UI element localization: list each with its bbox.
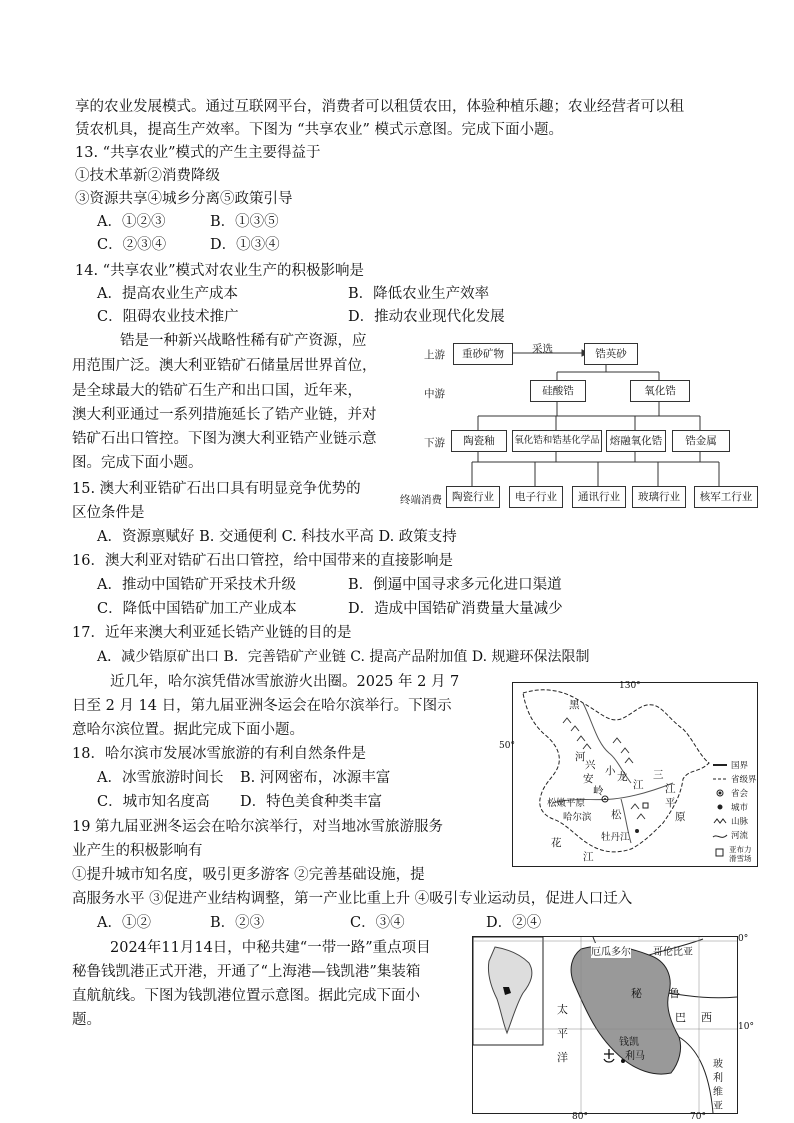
map1-songnen: 松嫩平原 <box>547 798 586 809</box>
q17-stem: 17．近年来澳大利亚延长锆产业链的目的是 <box>72 625 352 641</box>
map2-ecuador: 厄瓜多尔 <box>591 943 631 958</box>
zr-passage-6: 图。完成下面小题。 <box>72 455 203 471</box>
zr-passage-3: 是全球最大的锆矿石生产和出口国，近年来， <box>72 383 362 399</box>
map1-ling: 岭 <box>593 785 604 797</box>
peru-passage-2: 秘鲁钱凯港正式开港，开通了“上海港—钱凯港”集装箱 <box>72 964 421 980</box>
map2-lat0: 0° <box>738 934 749 944</box>
q16-option-d: D．造成中国锆矿消费量大量减少 <box>348 601 563 617</box>
intro-line-2: 赁农机具，提高生产效率。下图为 “共享农业” 模式示意图。完成下面小题。 <box>75 122 564 138</box>
map2-colombia: 哥伦比亚 <box>653 947 693 958</box>
node-zircon-silicate: 硅酸锆 <box>530 380 586 402</box>
legend-river: 河流 <box>731 831 749 841</box>
map2-brazil-1: 巴 <box>675 1011 686 1024</box>
q16-option-c: C．降低中国锆矿加工产业成本 <box>97 601 297 617</box>
q13-option-d: D．①③④ <box>210 237 280 253</box>
q13-items-2: ③资源共享④城乡分离⑤政策引导 <box>75 191 293 207</box>
hrb-passage-1: 近几年，哈尔滨凭借冰雪旅游火出圈。2025 年 2 月 7 <box>110 674 460 690</box>
map2-lat10: 10° <box>738 1022 754 1032</box>
map2-peru-1: 秘 <box>631 987 642 1000</box>
q19-option-c: C．③④ <box>350 915 405 931</box>
map1-hei: 黑 <box>569 699 580 711</box>
q15-stem-2: 区位条件是 <box>72 505 145 521</box>
peru-passage-3: 直航航线。下图为钱凯港位置示意图。据此完成下面小 <box>72 988 420 1004</box>
q18-option-b: B. 河网密布，冰源丰富 <box>240 770 391 786</box>
map2-bolivia-2: 利 <box>713 1073 723 1084</box>
map2-pacific-1: 太 <box>557 1003 568 1016</box>
peru-passage-1: 2024年11月14日，中秘共建“一带一路”重点项目 <box>110 940 431 956</box>
q16-option-a: A．推动中国锆矿开采技术升级 <box>97 577 296 593</box>
q19-stem-2: 业产生的积极影响有 <box>72 843 203 859</box>
peru-passage-4: 题。 <box>72 1012 101 1028</box>
map2-peru-2: 鲁 <box>669 987 680 1000</box>
map1-xiao: 小 <box>605 765 616 777</box>
map2-lima: 利马 <box>625 1051 645 1062</box>
q18-option-d: D．特色美食种类丰富 <box>240 794 383 810</box>
map1-yuan: 原 <box>675 811 686 823</box>
legend-province-border: 省级界 <box>731 775 757 785</box>
node-zirconia-chemicals: 氧化锆和锆基化学品 <box>512 430 602 452</box>
node-electronics-industry: 电子行业 <box>509 486 563 508</box>
q13-stem: 13. “共享农业”模式的产生主要得益于 <box>75 145 321 161</box>
level-downstream: 下游 <box>424 437 445 449</box>
legend-border: 国界 <box>731 761 749 771</box>
q16-stem: 16．澳大利亚对锆矿石出口管控，给中国带来的直接影响是 <box>72 553 453 569</box>
map1-an: 安 <box>583 773 594 785</box>
map2-pacific-2: 平 <box>557 1027 568 1040</box>
q19-stem-1: 19 第九届亚洲冬运会在哈尔滨举行，对当地冰雪旅游服务 <box>72 819 444 835</box>
level-consumer: 终端消费 <box>400 494 442 506</box>
map1-mudanjiang: 牡丹江 <box>601 832 630 843</box>
q14-option-d: D．推动农业现代化发展 <box>348 309 505 325</box>
map1-jiang: 江 <box>633 779 644 791</box>
map2-lon80: 80° <box>572 1112 588 1122</box>
map1-jiang2: 江 <box>583 851 594 863</box>
q13-option-c: C．②③④ <box>97 237 167 253</box>
map2-bolivia-3: 维 <box>713 1087 723 1098</box>
select-label: 采选 <box>532 343 553 355</box>
legend-mountain: 山脉 <box>731 817 749 827</box>
zr-passage-1: 锆是一种新兴战略性稀有矿产资源，应 <box>120 333 367 349</box>
zr-passage-2: 用范围广泛。澳大利亚锆矿石储量居世界首位， <box>72 358 377 374</box>
level-midstream: 中游 <box>424 388 445 400</box>
map1-lon130: 130° <box>619 681 641 691</box>
node-ceramic-glaze: 陶瓷釉 <box>451 430 507 452</box>
peru-map-graphic <box>473 937 737 1113</box>
legend-capital: 省会 <box>731 789 749 799</box>
q18-option-a: A．冰雪旅游时间长 <box>97 770 224 786</box>
peru-map <box>472 936 738 1114</box>
harbin-map-graphic <box>513 683 757 866</box>
map1-jiang3: 江 <box>665 783 676 795</box>
hrb-passage-2: 日至 2 月 14 日，第九届亚洲冬运会在哈尔滨举行。下图示 <box>72 698 452 714</box>
map2-lon70: 70° <box>690 1112 706 1122</box>
intro-line-1: 享的农业发展模式。通过互联网平台，消费者可以租赁农田，体验种植乐趣；农业经营者可以租 <box>75 99 684 115</box>
q14-option-b: B．降低农业生产效率 <box>348 286 490 302</box>
q19-option-d: D．②④ <box>486 915 542 931</box>
q13-items-1: ①技术革新②消费降级 <box>75 168 220 184</box>
q19-option-b: B．②③ <box>210 915 265 931</box>
map1-long: 龙 <box>617 771 628 783</box>
map1-lat50: 50° <box>499 741 515 751</box>
q19-item-2: 高服务水平 ③促进产业结构调整，第一产业比重上升 ④吸引专业运动员，促进人口迁入 <box>72 891 633 907</box>
map2-bolivia-1: 玻 <box>713 1059 723 1070</box>
q14-option-a: A．提高农业生产成本 <box>97 286 238 302</box>
node-fused-zirconia: 熔融氧化锆 <box>606 430 666 452</box>
map2-chancay: 钱凯 <box>619 1037 639 1048</box>
q14-stem: 14. “共享农业”模式对农业生产的积极影响是 <box>75 263 364 279</box>
q14-option-c: C．阻碍农业技术推广 <box>97 309 239 325</box>
q13-option-b: B．①③⑤ <box>210 214 279 230</box>
map2-brazil-2: 西 <box>701 1011 712 1024</box>
legend-city: 城市 <box>731 803 749 813</box>
map1-hua: 花 <box>551 837 562 849</box>
node-heavy-sand: 重砂矿物 <box>453 343 513 365</box>
node-glass-industry: 玻璃行业 <box>632 486 686 508</box>
map2-bolivia-4: 亚 <box>713 1101 723 1112</box>
map1-xing: 兴 <box>585 759 596 771</box>
map1-he-river: 河 <box>575 751 586 763</box>
hrb-passage-3: 意哈尔滨位置。据此完成下面小题。 <box>72 722 304 738</box>
legend-ski: 亚布力滑雪场 <box>729 845 752 863</box>
level-upstream: 上游 <box>424 349 445 361</box>
q18-stem: 18．哈尔滨市发展冰雪旅游的有利自然条件是 <box>72 746 366 762</box>
node-zirconia: 氧化锆 <box>630 380 690 402</box>
q15-options: A．资源禀赋好 B. 交通便利 C. 科技水平高 D. 政策支持 <box>97 529 457 545</box>
q19-item-1: ①提升城市知名度，吸引更多游客 ②完善基础设施，提 <box>72 867 425 883</box>
zr-passage-5: 锆矿石出口管控。下图为澳大利亚锆产业链示意 <box>72 431 377 447</box>
map1-song: 松 <box>611 809 622 821</box>
q19-option-a: A．①② <box>97 915 151 931</box>
node-telecom-industry: 通讯行业 <box>572 486 626 508</box>
node-ceramics-industry: 陶瓷行业 <box>446 486 500 508</box>
q15-stem-1: 15. 澳大利亚锆矿石出口具有明显竞争优势的 <box>72 481 361 497</box>
map1-harbin: 哈尔滨 <box>563 812 592 823</box>
map1-ping: 平 <box>665 797 676 809</box>
node-zr-metal: 锆金属 <box>672 430 730 452</box>
node-nuclear-industry: 核军工行业 <box>694 486 758 508</box>
map2-pacific-3: 洋 <box>557 1051 568 1064</box>
q13-option-a: A．①②③ <box>97 214 166 230</box>
node-zircon-sand: 锆英砂 <box>584 343 638 365</box>
map1-sanjiang: 三 <box>653 769 664 781</box>
zr-passage-4: 澳大利亚通过一系列措施延长了锆产业链，并对 <box>72 407 377 423</box>
q16-option-b: B．倒逼中国寻求多元化进口渠道 <box>348 577 562 593</box>
harbin-map <box>499 681 758 867</box>
q17-options: A．减少锆原矿出口 B．完善锆矿产业链 C. 提高产品附加值 D. 规避环保法限制 <box>97 649 590 665</box>
q18-option-c: C．城市知名度高 <box>97 794 210 810</box>
